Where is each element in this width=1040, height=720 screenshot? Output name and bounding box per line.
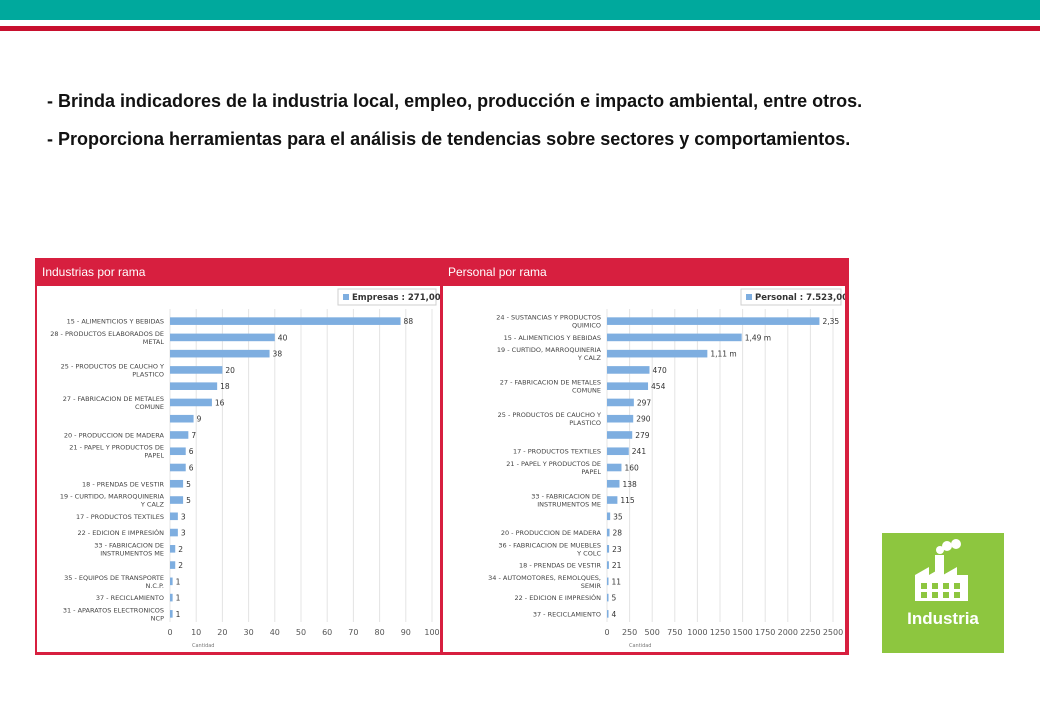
x-tick-label: 1750: [755, 628, 776, 637]
bar-value-label: 5: [186, 496, 191, 506]
category-label: 20 - PRODUCCION DE MADERA: [63, 431, 164, 440]
category-label: 34 - AUTOMOTORES, REMOLQUES,: [488, 573, 601, 582]
bar-value-label: 470: [652, 365, 667, 375]
bar-value-label: 241: [631, 447, 647, 457]
bar-value-label: 28: [612, 528, 623, 538]
bar: [607, 382, 648, 390]
category-label: 25 - PRODUCTOS DE CAUCHO Y: [497, 411, 601, 420]
top-accent-bar: [0, 0, 1040, 20]
bar: [607, 447, 629, 455]
chart-industrias-svg: [37, 286, 440, 652]
bar: [607, 496, 617, 504]
chart-industrias: [37, 286, 440, 652]
bar-value-label: 11: [611, 577, 622, 587]
category-label: 17 - PRODUCTOS TEXTILES: [512, 447, 601, 456]
bar-value-label: 2: [178, 561, 184, 571]
bar-value-label: 1: [175, 593, 181, 603]
x-tick-label: 2000: [777, 628, 798, 637]
bar-value-label: 138: [622, 479, 637, 489]
bar-value-label: 40: [277, 333, 288, 343]
top-red-rule: [0, 26, 1040, 31]
bar: [170, 350, 270, 358]
category-label: Y CALZ: [140, 500, 164, 509]
bar: [170, 610, 173, 618]
bar: [607, 317, 819, 325]
x-tick-label: 500: [644, 628, 660, 637]
category-label: 19 - CURTIDO, MARROQUINERIA: [496, 346, 601, 355]
bar-value-label: 6: [188, 447, 194, 457]
bar-value-label: 454: [651, 382, 666, 392]
bar-value-label: 16: [214, 398, 225, 408]
bar-value-label: 23: [612, 544, 622, 554]
x-axis-title: Cantidad: [629, 643, 652, 649]
bar: [170, 512, 178, 520]
bar: [170, 317, 401, 325]
category-label: 37 - RECICLAMIENTO: [532, 610, 601, 619]
chart-personal-svg: [443, 286, 845, 652]
bar-value-label: 5: [611, 593, 617, 603]
bar-value-label: 5: [186, 479, 191, 489]
bar-value-label: 290: [636, 414, 651, 424]
x-tick-label: 0: [167, 628, 173, 637]
bar-value-label: 1,49 m: [744, 333, 772, 343]
x-tick-label: 750: [667, 628, 683, 637]
bar: [170, 382, 217, 390]
x-tick-label: 40: [269, 628, 280, 637]
bar-value-label: 35: [613, 512, 623, 522]
bar-value-label: 3: [180, 528, 186, 538]
category-label: PLASTICO: [132, 370, 164, 379]
category-label: 25 - PRODUCTOS DE CAUCHO Y: [60, 362, 164, 371]
category-label: 24 - SUSTANCIAS Y PRODUCTOS: [496, 313, 601, 322]
x-tick-label: 2250: [800, 628, 821, 637]
bar: [170, 415, 194, 423]
bar: [607, 529, 610, 537]
category-label: NCP: [150, 614, 164, 623]
panel-title-industrias: Industrias por rama: [37, 260, 440, 284]
legend-swatch: [343, 294, 349, 300]
bar-value-label: 160: [624, 463, 639, 473]
bar: [607, 480, 619, 488]
category-label: 18 - PRENDAS DE VESTIR: [519, 561, 601, 570]
bar: [170, 431, 188, 439]
bar-value-label: 6: [188, 463, 194, 473]
x-tick-label: 1250: [709, 628, 731, 637]
category-label: 18 - PRENDAS DE VESTIR: [82, 480, 164, 489]
factory-icon: [882, 533, 1004, 613]
bar: [607, 545, 609, 553]
category-label: 37 - RECICLAMIENTO: [95, 594, 164, 603]
bar: [170, 496, 183, 504]
category-label: 27 - FABRICACION DE METALES: [62, 394, 164, 403]
legend-label: Empresas : 271,00: [352, 293, 440, 303]
bar: [170, 366, 222, 374]
panel-title-personal: Personal por rama: [443, 260, 844, 284]
category-label: 17 - PRODUCTOS TEXTILES: [75, 512, 164, 521]
x-tick-label: 90: [400, 628, 411, 637]
bar: [607, 578, 609, 586]
x-tick-label: 2500: [822, 628, 844, 637]
category-label: 15 - ALIMENTICIOS Y BEBIDAS: [503, 333, 601, 342]
bar-value-label: 279: [635, 430, 650, 440]
bar: [607, 399, 634, 407]
category-label: 19 - CURTIDO, MARROQUINERIA: [59, 492, 164, 501]
x-tick-label: 100: [424, 628, 440, 637]
category-label: INSTRUMENTOS ME: [537, 500, 601, 509]
bar: [170, 399, 212, 407]
bar: [170, 529, 178, 537]
bar-value-label: 20: [225, 365, 235, 375]
x-tick-label: 250: [621, 628, 638, 637]
industria-tile[interactable]: [882, 533, 1004, 653]
category-label: Y COLC: [577, 549, 601, 558]
bar: [607, 512, 610, 520]
category-label: Y CALZ: [577, 354, 601, 363]
bar: [607, 464, 621, 472]
bar: [607, 561, 609, 569]
category-label: 33 - FABRICACION DE: [531, 492, 601, 501]
x-tick-label: 80: [374, 628, 385, 637]
category-label: INSTRUMENTOS ME: [100, 549, 164, 558]
category-label: 28 - PRODUCTOS ELABORADOS DE: [50, 329, 164, 338]
category-label: COMUNE: [572, 386, 601, 395]
category-label: PAPEL: [144, 451, 164, 460]
bar: [170, 578, 173, 586]
bar-value-label: 1,11 m: [710, 349, 737, 359]
category-label: 20 - PRODUCCION DE MADERA: [500, 529, 601, 538]
bar-value-label: 2: [178, 544, 184, 554]
x-tick-label: 30: [243, 628, 254, 637]
category-label: 27 - FABRICACION DE METALES: [499, 378, 601, 387]
category-label: 22 - EDICION E IMPRESIÓN: [514, 594, 601, 603]
legend-label: Personal : 7.523,00: [755, 293, 845, 303]
bar: [170, 464, 186, 472]
x-axis-title: Cantidad: [192, 643, 215, 649]
category-label: PAPEL: [581, 468, 601, 476]
bar-value-label: 1: [175, 609, 181, 619]
bar: [170, 334, 275, 342]
bar-value-label: 115: [620, 496, 635, 506]
x-tick-label: 20: [217, 628, 228, 637]
category-label: QUIMICO: [572, 321, 601, 330]
bar-value-label: 4: [611, 609, 617, 619]
bar-value-label: 2,35: [822, 317, 840, 327]
bar-value-label: 38: [272, 349, 283, 359]
bar-value-label: 88: [403, 317, 414, 327]
bar: [607, 366, 649, 374]
x-tick-label: 60: [322, 628, 333, 637]
bar: [607, 610, 609, 618]
bar: [170, 561, 175, 569]
bar-value-label: 7: [191, 430, 197, 440]
bullet-list: [47, 88, 987, 164]
bar: [607, 350, 707, 358]
bar-value-label: 297: [636, 398, 652, 408]
bar-value-label: 9: [196, 414, 202, 424]
category-label: 31 - APARATOS ELECTRONICOS: [62, 606, 164, 615]
category-label: COMUNE: [135, 402, 164, 411]
category-label: 21 - PAPEL Y PRODUCTOS DE: [69, 443, 164, 452]
bar-value-label: 21: [611, 561, 622, 571]
bar: [170, 545, 175, 553]
category-label: SEMIR: [580, 581, 601, 590]
category-label: N.C.P.: [145, 581, 164, 590]
category-label: 33 - FABRICACION DE: [94, 541, 164, 550]
category-label: METAL: [142, 337, 164, 346]
bullet-1: - Brinda indicadores de la industria local, empleo, producción e impacto ambiental, entre otros.: [47, 91, 863, 111]
x-tick-label: 1000: [687, 628, 708, 637]
category-label: 35 - EQUIPOS DE TRANSPORTE: [64, 573, 164, 582]
category-label: 21 - PAPEL Y PRODUCTOS DE: [506, 460, 601, 468]
category-label: 22 - EDICION E IMPRESIÓN: [77, 529, 164, 538]
category-label: 15 - ALIMENTICIOS Y BEBIDAS: [66, 317, 164, 326]
bar-value-label: 3: [180, 512, 186, 522]
bar: [170, 480, 183, 488]
chart-personal: [443, 286, 845, 652]
bar: [607, 334, 742, 342]
bullet-2: - Proporciona herramientas para el análisis de tendencias sobre sectores y comportamientos.: [47, 129, 851, 149]
bar: [607, 431, 632, 439]
x-tick-label: 10: [191, 628, 202, 637]
bar-value-label: 18: [220, 382, 230, 392]
x-tick-label: 70: [348, 628, 359, 637]
x-tick-label: 0: [604, 628, 610, 637]
category-label: 36 - FABRICACION DE MUEBLES: [498, 541, 601, 550]
bar: [607, 594, 609, 602]
bar: [170, 594, 173, 602]
bar: [607, 415, 633, 423]
category-label: PLASTICO: [569, 419, 601, 428]
bar-value-label: 1: [175, 577, 181, 587]
bar: [170, 447, 186, 455]
dashboard-frame: [35, 258, 849, 655]
industria-label: Industria: [907, 609, 979, 628]
legend-swatch: [746, 294, 752, 300]
x-tick-label: 50: [295, 628, 307, 637]
x-tick-label: 1500: [732, 628, 753, 637]
